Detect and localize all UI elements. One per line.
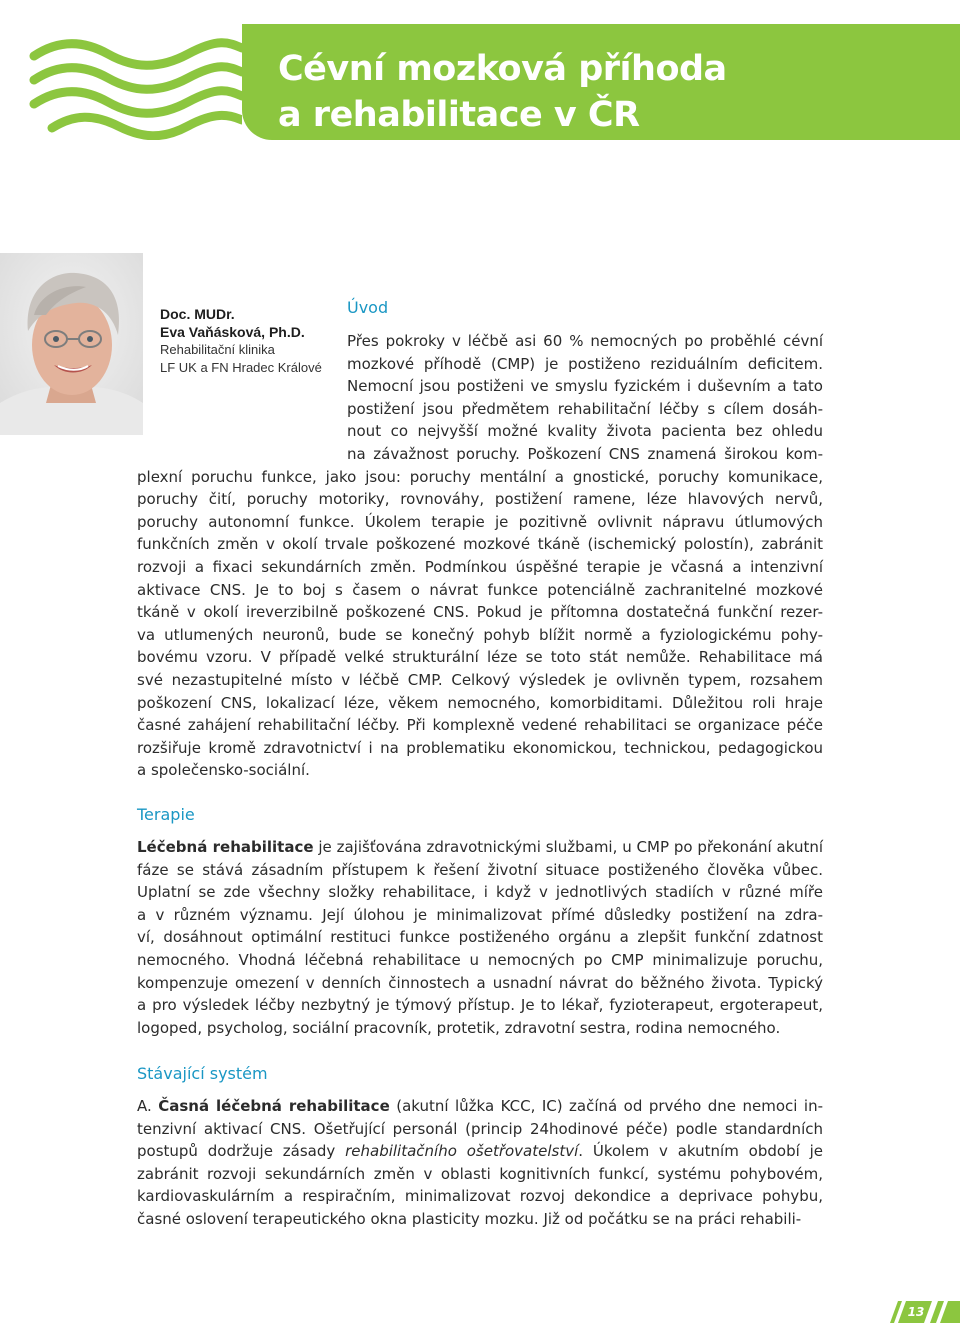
intro-line: Nemocní jsou postiženi ve smyslu fyzickém i duševním a tato xyxy=(347,377,823,396)
system-line-1 xyxy=(137,1095,823,1118)
therapy-line: fáze se stává zásadním přístupem k řešení životní situace postiženého člověka vůbec. xyxy=(137,860,823,879)
author-block xyxy=(160,305,340,377)
intro-line: své nezastupitelné místo v léčbě CMP. Celkový výsledek je ovlivněn typem, rozsahem xyxy=(137,670,823,689)
intro-line: a společensko-sociální. xyxy=(137,761,310,780)
intro-line: časné zahájení rehabilitační léčby. Při komplexně vedené rehabilitaci se organizace péče xyxy=(137,716,823,735)
title-line-1: Cévní mozková příhoda xyxy=(278,49,727,89)
page-title xyxy=(278,46,727,138)
page-number-badge xyxy=(884,1301,960,1323)
intro-line: nout co nejvyšší možné kvality života pacienta bez ohledu xyxy=(347,422,823,441)
section-heading-terapie: Terapie xyxy=(137,805,195,824)
intro-line: Přes pokroky v léčbě asi 60 % nemocných po proběhlé cévní xyxy=(347,332,823,350)
intro-line: poruchy čití, poruchy motoriky, rovnováhy, postižení ramene, léze hlavových nervů, xyxy=(137,490,823,509)
section-heading-uvod: Úvod xyxy=(347,298,389,317)
system-line-3-end: . Úkolem v akutním období je xyxy=(578,1142,823,1161)
therapy-line: a v různém významu. Její úlohou je minimalizovat přímé důsledky postižení na zdra- xyxy=(137,905,823,924)
system-line-2: tenzivní aktivací CNS. Ošetřující personál (princip 24hodinové péče) podle standardních xyxy=(137,1119,823,1138)
therapy-line: kompenzuje omezení v denních činnostech a usnadní návrat do běžného života. Typický xyxy=(137,973,823,992)
system-italic-term: rehabilitačního ošetřovatelství xyxy=(345,1142,579,1161)
intro-line: funkčních změn v okolí trvale poškozené mozkové tkáně (ischemický polostín), zabránit xyxy=(137,535,823,554)
intro-paragraph-top xyxy=(347,330,823,466)
intro-line: va utlumených neuronů, bude se konečný pohyb blížit normě a fyziologickému pohy- xyxy=(137,625,823,644)
intro-line: bovému vzoru. V případě velké strukturální léze se toto stát nemůže. Rehabilitace má xyxy=(137,648,823,667)
therapy-line: Uplatní se zde všechny složky rehabilitace, i když v jednotlivých stadiích v různé míře xyxy=(137,883,823,902)
therapy-line: a pro výsledek léčby nezbytný je týmový přístup. Je to lékař, fyzioterapeut, ergoterapeut, xyxy=(137,996,823,1015)
wave-logo-icon xyxy=(28,36,242,140)
therapy-line xyxy=(137,836,823,859)
intro-line: postižení jsou předmětem rehabilitační léčby s cílem dosáh- xyxy=(347,399,823,418)
title-line-2: a rehabilitace v ČR xyxy=(278,95,640,135)
intro-line: plexní poruchu funkce, jako jsou: poruchy mentální a gnostické, poruchy komunikace, xyxy=(137,467,823,486)
section-heading-system: Stávající systém xyxy=(137,1064,268,1083)
intro-line: mozkové příhodě (CMP) je postiženo reziduálním deficitem. xyxy=(347,354,823,373)
intro-line: rozšiřuje kromě zdravotnictví i na problematiku ekonomickou, technickou, pedagogickou xyxy=(137,738,823,757)
title-banner xyxy=(242,24,960,140)
author-title: Doc. MUDr. xyxy=(160,306,235,322)
intro-line: poruchy autonomní funkce. Úkolem terapie je pozitivně ovlivnit nápravu útlumových xyxy=(137,512,823,531)
system-line-3 xyxy=(137,1140,823,1163)
therapy-line: logoped, psycholog, sociální pracovník, protetik, zdravotní sestra, rodina nemocného. xyxy=(137,1018,781,1037)
system-line-6: časné oslovení terapeutického okna plasticity mozku. Již od počátku se na práci rehabili- xyxy=(137,1209,802,1228)
system-prefix: A. xyxy=(137,1097,159,1115)
system-paragraph xyxy=(137,1095,823,1231)
therapy-paragraph xyxy=(137,836,823,1039)
therapy-first-line-text: je zajišťována zdravotnickými službami, u CMP po překonání akutní xyxy=(313,838,824,856)
therapy-line: ví, dosáhnout optimální restituci funkce postiženého orgánu a zlepšit funkční zdatnost xyxy=(137,928,823,947)
intro-line: aktivace CNS. Je to boj s časem o návrat funkce potenciálně zachranitelné mozkové xyxy=(137,580,823,599)
therapy-bold-term: Léčebná rehabilitace xyxy=(137,838,314,856)
intro-line: tkáně v okolí ireverzibilně poškozené CNS. Pokud je přítomna dostatečná funkční rezer- xyxy=(137,603,823,622)
system-line-5: kardiovaskulárním a respiračním, minimalizovat rozvoj dekondice a deprivace pohybu, xyxy=(137,1187,823,1206)
author-name: Eva Vaňásková, Ph.D. xyxy=(160,324,305,340)
author-affiliation-2: LF UK a FN Hradec Králové xyxy=(160,360,322,375)
intro-line: poškození CNS, lokalizací léze, věkem nemocného, komorbiditami. Důležitou roli hraje xyxy=(137,693,823,712)
system-bold-term: Časná léčebná rehabilitace xyxy=(158,1097,390,1115)
intro-paragraph-body xyxy=(137,466,823,782)
system-line-4: zabránit rozvoji sekundárních změn v oblasti kognitivních funkcí, systému pohybovém, xyxy=(137,1164,823,1183)
system-line-1-rest: (akutní lůžka KCC, IC) začíná od prvého dne nemoci in- xyxy=(389,1097,823,1115)
system-line-3-start: postupů dodržuje zásady xyxy=(137,1142,346,1161)
author-photo xyxy=(0,253,143,435)
author-affiliation-1: Rehabilitační klinika xyxy=(160,342,275,357)
page-number: 13 xyxy=(907,1305,925,1319)
intro-line: rozvoji a fixaci sekundárních změn. Podmínkou úspěšné terapie je včasná a intenzivní xyxy=(137,557,823,576)
intro-line: na závažnost poruchy. Poškození CNS znamená širokou kom- xyxy=(347,444,823,463)
therapy-line: nemocného. Vhodná léčebná rehabilitace u nemocných po CMP minimalizuje poruchu, xyxy=(137,950,823,969)
